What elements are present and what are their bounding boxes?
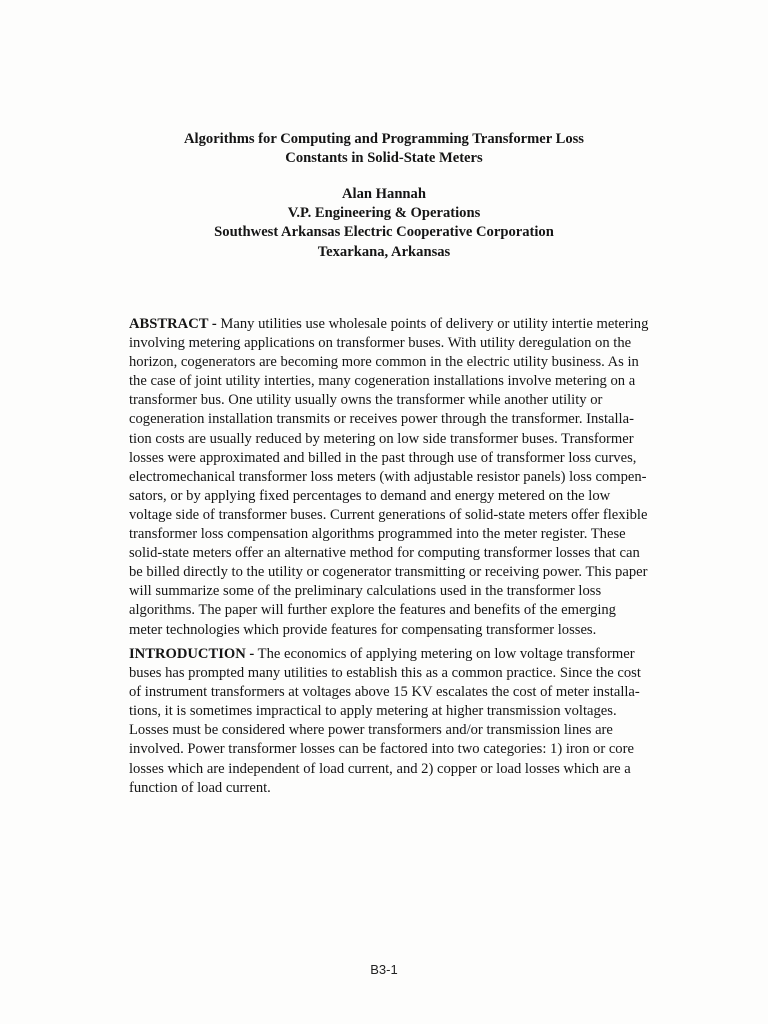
abstract-line: cogeneration installation transmits or receives power through the transformer. Installa- — [129, 411, 634, 428]
introduction-heading: INTRODUCTION - — [129, 646, 255, 662]
intro-line: Losses must be considered where power transformers and/or transmission lines are — [129, 722, 613, 739]
intro-line: of instrument transformers at voltages above 15 KV escalates the cost of meter installa- — [129, 684, 640, 701]
abstract-line: voltage side of transformer buses. Current generations of solid-state meters offer flexible — [129, 506, 648, 523]
abstract-line-0-text: Many utilities use wholesale points of delivery or utility intertie metering — [216, 316, 649, 332]
author-position: V.P. Engineering & Operations — [287, 205, 481, 222]
abstract-line: horizon, cogenerators are becoming more common in the electric utility business. As in — [129, 354, 639, 371]
abstract-line: electromechanical transformer loss meters (with adjustable resistor panels) loss compen- — [129, 468, 647, 485]
abstract-line: algorithms. The paper will further explore the features and benefits of the emerging — [129, 602, 616, 619]
intro-line-0 — [129, 645, 659, 664]
abstract-line: be billed directly to the utility or cogenerator transmitting or receiving power. This paper — [129, 564, 648, 581]
intro-line: buses has prompted many utilities to establish this as a common practice. Since the cost — [129, 665, 641, 682]
author-organization: Southwest Arkansas Electric Cooperative Corporation — [214, 224, 554, 241]
title-line-1: Algorithms for Computing and Programming Transformer Loss — [184, 131, 584, 147]
abstract-line-0 — [129, 315, 659, 334]
page-number: B3-1 — [370, 962, 398, 977]
abstract-section — [129, 315, 659, 640]
abstract-line: losses were approximated and billed in the past through use of transformer loss curves, — [129, 449, 637, 466]
intro-line: function of load current. — [129, 779, 271, 796]
introduction-section — [129, 645, 659, 798]
abstract-line: solid-state meters offer an alternative method for computing transformer losses that can — [129, 545, 640, 562]
abstract-heading: ABSTRACT - — [129, 316, 217, 332]
abstract-line: involving metering applications on transformer buses. With utility deregulation on the — [129, 335, 632, 352]
abstract-line: will summarize some of the preliminary calculations used in the transformer loss — [129, 583, 602, 600]
author-location: Texarkana, Arkansas — [317, 243, 451, 260]
abstract-line: tion costs are usually reduced by metering on low side transformer buses. Transformer — [129, 430, 634, 447]
author-name: Alan Hannah — [342, 186, 426, 202]
author-block — [0, 185, 768, 262]
abstract-line: meter technologies which provide features for compensating transformer losses. — [129, 621, 597, 638]
abstract-line: transformer bus. One utility usually owns the transformer while another utility or — [129, 392, 603, 409]
abstract-line: the case of joint utility interties, many cogeneration installations involve metering on a — [129, 373, 636, 390]
paper-title — [0, 130, 768, 167]
intro-line: tions, it is sometimes impractical to apply metering at higher transmission voltages. — [129, 703, 617, 720]
intro-line: losses which are independent of load current, and 2) copper or load losses which are a — [129, 760, 631, 777]
title-line-2: Constants in Solid-State Meters — [285, 149, 483, 166]
abstract-line: transformer loss compensation algorithms programmed into the meter register. These — [129, 526, 626, 543]
intro-line: involved. Power transformer losses can be factored into two categories: 1) iron or core — [129, 741, 634, 758]
intro-line-0-text: The economics of applying metering on low voltage transformer — [254, 646, 635, 662]
abstract-line: sators, or by applying fixed percentages to demand and energy metered on the low — [129, 487, 611, 504]
